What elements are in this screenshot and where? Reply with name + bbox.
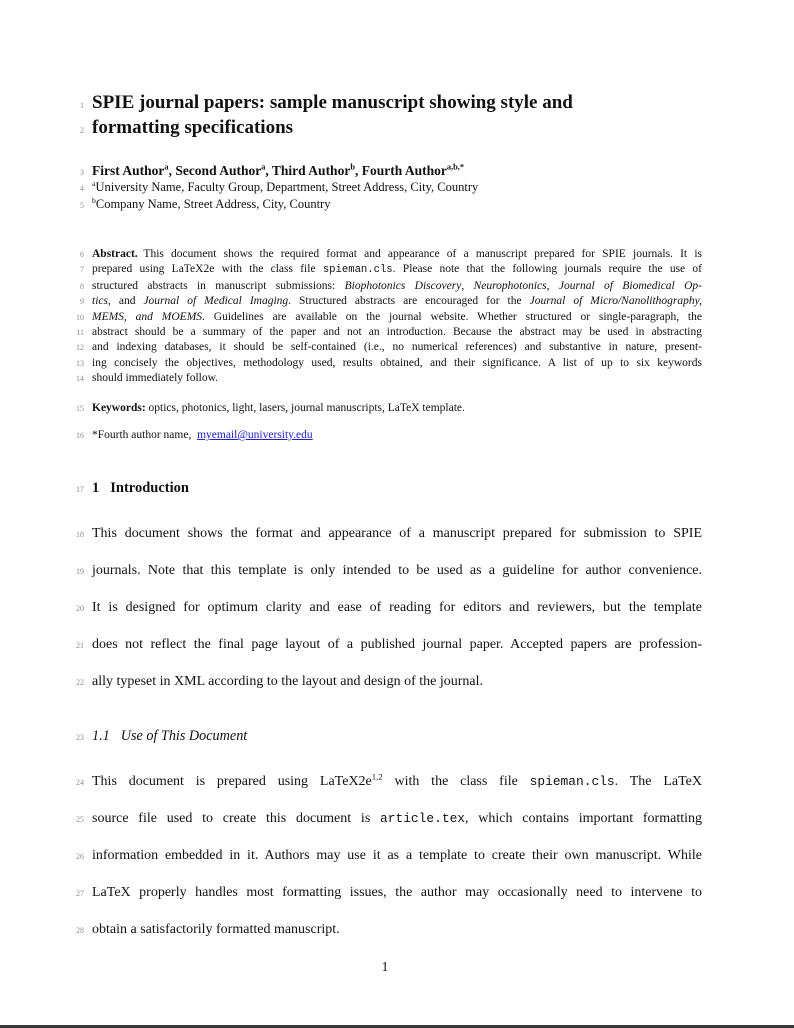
superscript: a bbox=[164, 162, 169, 172]
line-text bbox=[92, 846, 702, 865]
superscript: 1,2 bbox=[371, 771, 383, 782]
line-number: 18 bbox=[76, 530, 84, 540]
text-segment: Introduction bbox=[110, 480, 189, 497]
text-segment: , bbox=[461, 279, 474, 292]
line-number: 12 bbox=[76, 343, 84, 353]
text-segment: 1 bbox=[92, 480, 100, 497]
text-segment: , Second Author bbox=[168, 163, 262, 178]
text-segment: formatting specifications bbox=[92, 117, 294, 138]
text-segment: This document is prepared using LaTeX2e bbox=[92, 774, 372, 790]
abstract-line bbox=[68, 247, 702, 262]
text-segment: Neurophotonics bbox=[473, 279, 547, 292]
abstract-line bbox=[68, 340, 702, 355]
code-text: spieman.cls bbox=[529, 774, 615, 790]
subsection-heading bbox=[68, 727, 702, 746]
line-number: 27 bbox=[76, 889, 84, 899]
body-line bbox=[68, 672, 702, 691]
line-number: 7 bbox=[80, 265, 84, 275]
body-line bbox=[68, 524, 702, 543]
manuscript-lines bbox=[68, 90, 702, 939]
line-number: 17 bbox=[76, 485, 84, 495]
line-number: 14 bbox=[76, 374, 84, 384]
abstract-line bbox=[68, 371, 702, 386]
abstract-line bbox=[68, 262, 702, 278]
line-number: 23 bbox=[76, 733, 84, 743]
text-segment: 1.1 bbox=[92, 728, 110, 745]
superscript: a bbox=[261, 162, 266, 172]
line-number: 19 bbox=[76, 567, 84, 577]
line-text bbox=[92, 115, 702, 140]
text-segment: University Name, Faculty Group, Department, Street Address, City, Country bbox=[95, 180, 479, 194]
section-heading bbox=[68, 479, 702, 498]
line-text bbox=[92, 356, 702, 371]
text-segment: Journal of Biomedical Op- bbox=[558, 279, 703, 292]
text-segment: Journal of Micro/Nanolithography, bbox=[529, 295, 702, 308]
line-number: 1 bbox=[80, 101, 84, 110]
line-text bbox=[92, 262, 702, 278]
text-segment: LaTeX properly handles most formatting issues, the author may occasionally need to intervene to bbox=[92, 885, 702, 901]
line-number: 11 bbox=[76, 328, 84, 338]
body-line bbox=[68, 809, 702, 828]
text-segment: Use of This Document bbox=[120, 728, 248, 745]
body-line bbox=[68, 635, 702, 654]
line-text bbox=[92, 371, 702, 386]
page-number: 1 bbox=[381, 959, 389, 975]
superscript: b bbox=[350, 162, 355, 172]
line-text bbox=[92, 672, 702, 691]
text-segment: *Fourth author name, bbox=[92, 429, 198, 442]
line-text bbox=[92, 727, 702, 746]
text-segment: ing concisely the objectives, methodology used, results obtained, and their significance. A list of up to six keywords bbox=[92, 356, 702, 369]
text-segment: . Structured abstracts are encouraged for the bbox=[288, 295, 530, 308]
line-number: 5 bbox=[80, 201, 84, 210]
line-text bbox=[92, 325, 702, 340]
line-number: 25 bbox=[76, 815, 84, 825]
text-segment: obtain a satisfactorily formatted manuscript. bbox=[92, 922, 340, 938]
abstract-line bbox=[68, 294, 702, 309]
line-text bbox=[92, 90, 702, 115]
authors-line bbox=[68, 162, 702, 179]
text-segment: First Author bbox=[92, 163, 165, 178]
line-text bbox=[92, 809, 702, 828]
line-number: 26 bbox=[76, 852, 84, 862]
title-line bbox=[68, 90, 702, 115]
text-segment: prepared using LaTeX2e with the class file bbox=[92, 263, 323, 276]
text-segment: optics, photonics, light, lasers, journal manuscripts, LaTeX template. bbox=[145, 401, 465, 414]
body-line bbox=[68, 846, 702, 865]
text-segment: information embedded in it. Authors may use it as a template to create their own manuscript. While bbox=[92, 848, 702, 864]
line-text bbox=[92, 310, 702, 325]
line-number: 9 bbox=[80, 297, 84, 307]
text-segment: should immediately follow. bbox=[92, 372, 219, 385]
code-text: spieman.cls bbox=[322, 264, 393, 277]
text-segment: journals. Note that this template is only intended to be used as a guideline for author convenience. bbox=[92, 563, 702, 579]
text-segment: Abstract. bbox=[92, 248, 144, 260]
text-segment: . Please note that the following journals require the use of bbox=[392, 263, 702, 276]
title-line bbox=[68, 115, 702, 140]
line-number: 13 bbox=[76, 358, 84, 368]
affiliation-line bbox=[68, 196, 702, 213]
line-number: 21 bbox=[76, 641, 84, 651]
line-text bbox=[92, 279, 702, 294]
line-text bbox=[92, 428, 702, 443]
line-text bbox=[92, 635, 702, 654]
body-line bbox=[68, 598, 702, 617]
line-number: 22 bbox=[76, 678, 84, 688]
text-segment: tics bbox=[92, 295, 108, 308]
line-number: 20 bbox=[76, 604, 84, 614]
line-text bbox=[92, 524, 702, 543]
line-text bbox=[92, 294, 702, 309]
line-number: 16 bbox=[76, 431, 84, 441]
line-number: 3 bbox=[80, 168, 84, 177]
text-segment: It is designed for optimum clarity and ease of reading for editors and reviewers, but the template bbox=[92, 600, 702, 616]
line-text bbox=[92, 340, 702, 355]
line-text bbox=[92, 598, 702, 617]
text-segment: with the class file bbox=[382, 774, 530, 790]
line-text bbox=[92, 561, 702, 580]
line-number: 4 bbox=[80, 184, 84, 193]
superscript: a bbox=[92, 178, 96, 188]
line-text bbox=[92, 479, 702, 498]
text-segment: Biophotonics Discovery bbox=[344, 279, 462, 292]
body-line bbox=[68, 883, 702, 902]
line-number: 8 bbox=[80, 281, 84, 291]
text-segment: , which contains important formatting bbox=[465, 811, 702, 827]
line-number: 2 bbox=[80, 126, 84, 135]
text-segment: abstract should be a summary of the paper and not an introduction. Because the abstract may be used in abstracting bbox=[92, 326, 702, 339]
text-segment: , Third Author bbox=[265, 163, 351, 178]
line-text bbox=[92, 401, 702, 416]
line-text bbox=[92, 920, 702, 939]
superscript: a,b,* bbox=[446, 162, 465, 172]
text-segment: Company Name, Street Address, City, Country bbox=[95, 197, 331, 211]
keywords-line bbox=[68, 401, 702, 416]
line-number: 6 bbox=[80, 250, 84, 259]
correspondence-line bbox=[68, 428, 702, 443]
text-segment: ally typeset in XML according to the layout and design of the journal. bbox=[92, 674, 483, 690]
text-segment: and indexing databases, it should be self-contained (i.e., no numerical references) and substantive in nature, present- bbox=[92, 341, 702, 354]
text-segment: This document shows the required format and appearance of a manuscript prepared for SPIE journals. It is bbox=[143, 248, 702, 260]
body-line bbox=[68, 772, 702, 791]
code-text: article.tex bbox=[380, 811, 466, 827]
affiliation-line bbox=[68, 179, 702, 196]
text-segment: SPIE journal papers: sample manuscript showing style and bbox=[92, 92, 573, 113]
text-segment: does not reflect the final page layout of a published journal paper. Accepted papers are profession- bbox=[92, 637, 702, 653]
text-segment: . Guidelines are available on the journal website. Whether structured or single-paragraph, the bbox=[202, 310, 702, 323]
line-text bbox=[92, 162, 702, 179]
text-segment: Keywords: bbox=[92, 401, 146, 414]
line-text bbox=[92, 196, 702, 213]
line-text bbox=[92, 772, 702, 791]
text-segment: source file used to create this document is bbox=[92, 811, 381, 827]
abstract-line bbox=[68, 310, 702, 325]
text-segment: This document shows the format and appearance of a manuscript prepared for submission to SPIE bbox=[92, 526, 702, 542]
line-number: 24 bbox=[76, 778, 84, 788]
text-segment: , bbox=[546, 279, 559, 292]
email-link[interactable]: myemail@university.edu bbox=[197, 429, 313, 442]
line-number: 10 bbox=[76, 312, 84, 322]
text-segment: MEMS, and MOEMS bbox=[92, 310, 203, 323]
line-number: 15 bbox=[76, 403, 84, 413]
text-segment: , and bbox=[107, 295, 144, 308]
line-text bbox=[92, 179, 702, 196]
line-text bbox=[92, 883, 702, 902]
superscript: b bbox=[92, 195, 96, 205]
line-text bbox=[92, 247, 702, 262]
text-segment: , Fourth Author bbox=[354, 163, 447, 178]
abstract-line bbox=[68, 325, 702, 340]
abstract-line bbox=[68, 279, 702, 294]
body-line bbox=[68, 920, 702, 939]
text-segment: Journal of Medical Imaging bbox=[143, 295, 289, 308]
abstract-line bbox=[68, 356, 702, 371]
body-line bbox=[68, 561, 702, 580]
text-segment: structured abstracts in manuscript submissions: bbox=[92, 279, 345, 292]
text-segment: . The LaTeX bbox=[614, 774, 702, 790]
line-number: 28 bbox=[76, 926, 84, 936]
